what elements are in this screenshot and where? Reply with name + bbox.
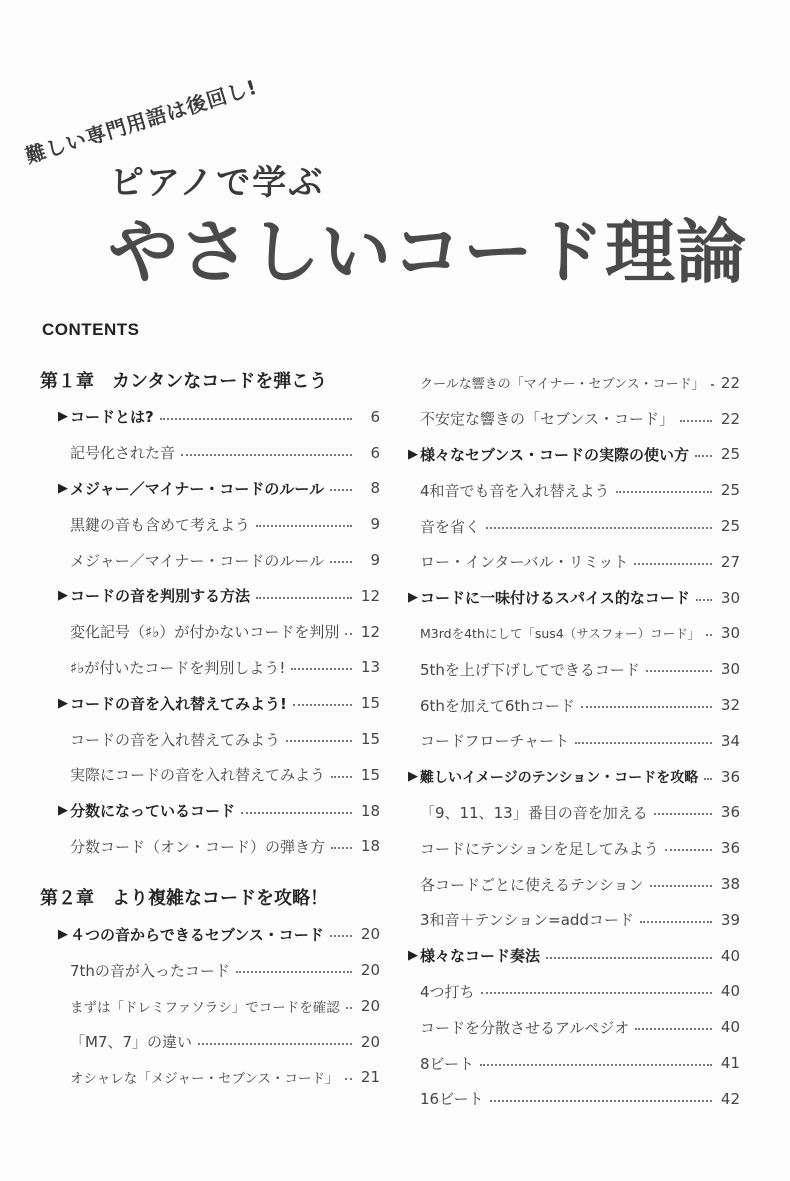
toc-entry-title: 16ビート: [420, 1090, 484, 1109]
dot-leader: [706, 634, 712, 636]
dot-leader: [711, 384, 712, 386]
toc-entry: [40, 757, 380, 793]
toc-page-number: 20: [360, 996, 380, 1015]
toc-entry-title: コードとは?: [70, 408, 154, 427]
dot-leader: [616, 491, 712, 493]
toc-entry-title: 記号化された音: [70, 444, 176, 463]
toc-entry-title: 不安定な響きの「セブンス・コード」: [420, 410, 674, 429]
toc-page-number: 6: [370, 407, 380, 426]
toc-entry-title: ♯♭が付いたコードを判別しよう!: [70, 658, 286, 677]
dot-leader: [646, 670, 712, 672]
toc-entry-title: コードの音を入れ替えてみよう: [70, 730, 281, 749]
section-marker-icon: ▶: [58, 480, 68, 496]
toc-section-entry: [40, 471, 380, 507]
toc-entry-title: 3和音＋テンション=addコード: [420, 911, 634, 930]
chapter-2-heading: 第２章 より複雑なコードを攻略！: [40, 888, 328, 910]
toc-page-number: 6: [370, 443, 380, 462]
toc-page-number: 15: [360, 765, 380, 784]
toc-section-entry: [40, 578, 380, 614]
dot-leader: [286, 740, 352, 742]
toc-page-number: 36: [720, 767, 740, 786]
dot-leader: [256, 525, 352, 527]
toc-entry-title: メジャー／マイナー・コードのルール: [70, 551, 325, 570]
toc-page-number: 18: [360, 837, 380, 856]
toc-page-number: 42: [720, 1089, 740, 1108]
toc-entry: [408, 830, 740, 866]
toc-entry-title: コードフローチャート: [420, 732, 570, 751]
toc-entry-title: コードの音を入れ替えてみよう!: [70, 694, 287, 713]
toc-entry-title: 「M7、7」の違い: [70, 1033, 193, 1052]
dot-leader: [481, 992, 712, 994]
dot-leader: [695, 455, 712, 457]
toc-page-number: 40: [720, 946, 740, 965]
dot-leader: [330, 935, 352, 937]
toc-entry: [408, 401, 740, 437]
dot-leader: [256, 597, 352, 599]
toc-entry: [408, 1009, 740, 1045]
toc-entry: [40, 650, 380, 686]
dot-leader: [575, 742, 712, 744]
toc-entry: [408, 472, 740, 508]
dot-leader: [331, 776, 352, 778]
section-marker-icon: ▶: [408, 590, 418, 606]
toc-entry-title: 音を省く: [420, 517, 481, 536]
toc-section-entry: [408, 938, 740, 974]
toc-entry: [40, 988, 380, 1024]
chapter-1-heading: 第１章 カンタンなコードを弾こう: [40, 371, 328, 392]
toc-entry-title: オシャレな「メジャー・セブンス・コード」: [70, 1071, 339, 1088]
section-marker-icon: ▶: [58, 926, 68, 942]
dot-leader: [634, 563, 712, 565]
toc-page-number: 36: [720, 803, 740, 822]
dot-leader: [236, 971, 352, 973]
toc-section-entry: [40, 685, 380, 721]
dot-leader: [654, 813, 712, 815]
toc-page-number: 30: [720, 624, 740, 643]
toc-entry: [408, 651, 740, 687]
toc-page-number: 40: [720, 982, 740, 1001]
dot-leader: [345, 1078, 352, 1080]
toc-page-number: 25: [720, 517, 740, 536]
toc-page-number: 38: [720, 875, 740, 894]
dot-leader: [345, 633, 352, 635]
toc-entry: [40, 506, 380, 542]
book-title: やさしいコード理論: [108, 211, 747, 293]
toc-page-number: 9: [370, 551, 380, 570]
toc-entry-title: コードに一味付けるスパイス的なコード: [420, 589, 690, 608]
dot-leader: [330, 561, 352, 563]
toc-entry-title: 6thを加えて6thコード: [420, 696, 575, 715]
dot-leader: [198, 1043, 352, 1045]
section-marker-icon: ▶: [408, 769, 418, 785]
toc-page-number: 22: [720, 409, 740, 428]
toc-entry-title: メジャー／マイナー・コードのルール: [70, 479, 325, 498]
toc-section-entry: [408, 580, 740, 616]
dot-leader: [665, 849, 712, 851]
toc-section-entry: [40, 399, 380, 435]
toc-entry-title: 分数になっているコード: [70, 802, 236, 821]
toc-entry: [408, 544, 740, 580]
dot-leader: [490, 1100, 713, 1102]
dot-leader: [346, 1007, 352, 1009]
subtitle: ピアノで学ぶ: [110, 163, 325, 203]
toc-section-entry: [408, 437, 740, 473]
toc-entry-title: コードを分散させるアルペジオ: [420, 1018, 630, 1037]
dot-leader: [291, 668, 352, 670]
dot-leader: [680, 420, 712, 422]
toc-page-number: 20: [360, 961, 380, 980]
toc-page-number: 27: [720, 552, 740, 571]
dot-leader: [241, 812, 352, 814]
toc-right-column: [408, 365, 740, 1117]
section-marker-icon: ▶: [58, 695, 68, 711]
dot-leader: [160, 418, 352, 420]
toc-page-number: 8: [370, 479, 380, 498]
toc-section-entry: [408, 759, 740, 795]
dot-leader: [696, 599, 712, 601]
toc-entry-title: 8ビート: [420, 1054, 474, 1073]
toc-entry-title: 黒鍵の音も含めて考えよう: [70, 515, 251, 534]
toc-page-number: 13: [360, 658, 380, 677]
toc-section-entry: [40, 916, 380, 952]
dot-leader: [181, 454, 352, 456]
toc-entry: [408, 723, 740, 759]
toc-page-number: 21: [360, 1068, 380, 1087]
dot-leader: [331, 847, 352, 849]
toc-entry-title: 各コードごとに使えるテンション: [420, 875, 644, 894]
toc-entry: [408, 687, 740, 723]
toc-entry-title: ４つの音からできるセブンス・コード: [70, 925, 324, 944]
toc-entry: [408, 866, 740, 902]
toc-page-number: 36: [720, 839, 740, 858]
toc-entry-title: 分数コード（オン・コード）の弾き方: [70, 837, 326, 856]
section-marker-icon: ▶: [58, 588, 68, 604]
toc-entry-title: まずは「ドレミファソラシ」でコードを確認: [70, 999, 340, 1016]
book-header: [0, 0, 790, 300]
toc-page-number: 20: [360, 925, 380, 944]
toc-entry: [408, 365, 740, 401]
toc-entry-title: 実際にコードの音を入れ替えてみよう: [70, 766, 326, 785]
toc-page-number: 9: [370, 515, 380, 534]
toc-entry-title: 4つ打ち: [420, 982, 475, 1001]
toc-section-entry: [40, 793, 380, 829]
toc-entry-title: ロー・インターバル・リミット: [420, 553, 629, 572]
toc-page-number: 25: [720, 481, 740, 500]
toc-page-number: 41: [720, 1054, 740, 1073]
dot-leader: [480, 1064, 712, 1066]
toc-page-number: 30: [720, 660, 740, 679]
toc-entry: [408, 902, 740, 938]
toc-entry: [408, 795, 740, 831]
dot-leader: [650, 885, 712, 887]
chapter-1-list: [40, 399, 380, 864]
toc-entry: [40, 1024, 380, 1060]
toc-entry: [408, 508, 740, 544]
toc-page-number: 39: [720, 910, 740, 929]
toc-entry: [408, 616, 740, 652]
toc-entry: [40, 614, 380, 650]
toc-entry: [40, 829, 380, 865]
toc-entry: [40, 952, 380, 988]
toc-entry: [40, 721, 380, 757]
toc-page-number: 18: [360, 801, 380, 820]
dot-leader: [581, 706, 712, 708]
section-marker-icon: ▶: [408, 948, 418, 964]
toc-entry: [40, 1060, 380, 1096]
chapter-2-list: [40, 916, 380, 1095]
dot-leader: [640, 921, 712, 923]
toc-page-number: 12: [360, 622, 380, 641]
dot-leader: [330, 489, 352, 491]
dot-leader: [546, 957, 712, 959]
toc-entry-title: 様々なコード奏法: [420, 947, 541, 966]
toc-entry: [408, 974, 740, 1010]
toc-entry-title: 難しいイメージのテンション・コードを攻略: [420, 769, 699, 786]
toc-page-number: 15: [360, 694, 380, 713]
section-marker-icon: ▶: [408, 446, 418, 462]
section-marker-icon: ▶: [58, 803, 68, 819]
toc-page-number: 20: [360, 1032, 380, 1051]
dot-leader: [486, 527, 712, 529]
toc-entry-title: クールな響きの「マイナー・セブンス・コード」: [420, 377, 705, 393]
toc-entry: [40, 435, 380, 471]
toc-page-number: 25: [720, 445, 740, 464]
tagline: 難しい専門用語は後回し!: [22, 74, 261, 169]
section-marker-icon: ▶: [58, 409, 68, 425]
toc-entry: [408, 1045, 740, 1081]
toc-page-number: 40: [720, 1018, 740, 1037]
toc-page-number: 32: [720, 696, 740, 715]
toc-entry-title: コードの音を判別する方法: [70, 587, 251, 606]
toc-entry-title: 4和音でも音を入れ替えよう: [420, 481, 610, 500]
toc-page-number: 34: [720, 731, 740, 750]
toc-entry-title: 様々なセブンス・コードの実際の使い方: [420, 445, 689, 464]
toc-entry-title: 5thを上げ下げしてできるコード: [420, 660, 640, 679]
toc-entry-title: M3rdを4thにして「sus4（サスフォー）コード」: [420, 626, 701, 642]
chapter-2-continued-list: [408, 365, 740, 1117]
toc-entry: [40, 542, 380, 578]
toc-page-number: 12: [360, 586, 380, 605]
dot-leader: [293, 704, 352, 706]
toc-page-number: 30: [720, 588, 740, 607]
toc-page-number: 22: [720, 373, 740, 392]
toc-entry-title: 変化記号（♯♭）が付かないコードを判別: [70, 623, 340, 642]
toc-entry: [408, 1081, 740, 1117]
toc-entry-title: コードにテンションを足してみよう: [420, 839, 659, 858]
contents-heading: CONTENTS: [42, 320, 140, 339]
dot-leader: [704, 778, 712, 780]
toc-entry-title: 「9、11、13」番目の音を加える: [420, 803, 648, 822]
toc-entry-title: 7thの音が入ったコード: [70, 961, 230, 980]
toc-page-number: 15: [360, 730, 380, 749]
dot-leader: [635, 1028, 712, 1030]
toc-left-column: [40, 365, 380, 1095]
